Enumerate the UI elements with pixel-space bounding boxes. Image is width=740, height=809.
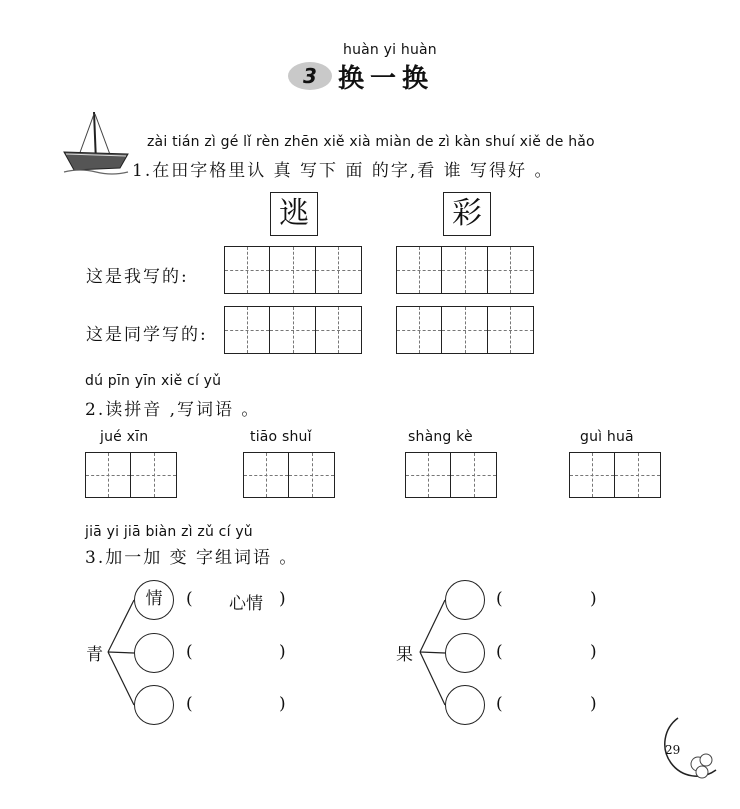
base-char: 青: [86, 645, 105, 665]
sailboat-icon: [60, 110, 132, 180]
answer-circle[interactable]: [134, 685, 174, 725]
page-title: 换一换: [338, 64, 435, 94]
open-paren: (: [186, 694, 193, 714]
q1-instruction: 1.在田字格里认 真 写下 面 的字,看 谁 写得好 。: [132, 161, 554, 181]
base-char: 果: [396, 645, 415, 665]
q3-instruction: 3.加一加 变 字组词语 。: [85, 548, 299, 568]
moon-icon: [648, 712, 728, 788]
q2-instruction: 2.读拼音 ,写词语 。: [85, 400, 261, 420]
sample-char-box: [270, 192, 318, 236]
writing-grid[interactable]: [396, 306, 534, 354]
q2-pinyin: dú pīn yīn xiě cí yǔ: [85, 373, 222, 389]
writing-grid[interactable]: [396, 246, 534, 294]
q1-pinyin: zài tián zì gé lǐ rèn zhēn xiě xià miàn de zì kàn shuí xiě de hǎo: [147, 134, 595, 150]
open-paren: (: [496, 589, 503, 609]
word-pinyin: jué xīn: [100, 429, 149, 445]
open-paren: (: [496, 642, 503, 662]
close-paren: ): [590, 589, 597, 609]
word-pinyin: guì huā: [580, 429, 634, 445]
answer-circle[interactable]: [445, 685, 485, 725]
writing-grid[interactable]: [224, 306, 362, 354]
answer-circle[interactable]: [134, 633, 174, 673]
page-number: 29: [665, 743, 681, 757]
answer-circle[interactable]: [445, 633, 485, 673]
sample-char-box: [443, 192, 491, 236]
word-grid[interactable]: [405, 452, 497, 498]
lesson-number-badge: 3: [288, 62, 332, 90]
writing-grid[interactable]: [224, 246, 362, 294]
sample-char: 逃: [279, 196, 309, 231]
close-paren: ): [279, 694, 286, 714]
sample-char: 彩: [452, 196, 482, 231]
open-paren: (: [496, 694, 503, 714]
word-grid[interactable]: [85, 452, 177, 498]
word-pinyin: tiāo shuǐ: [250, 429, 312, 445]
word-grid[interactable]: [243, 452, 335, 498]
answer-word[interactable]: 心情: [229, 594, 263, 614]
q3-pinyin: jiā yi jiā biàn zì zǔ cí yǔ: [85, 524, 253, 540]
close-paren: ): [279, 589, 286, 609]
open-paren: (: [186, 642, 193, 662]
close-paren: ): [279, 642, 286, 662]
open-paren: (: [186, 589, 193, 609]
close-paren: ): [590, 694, 597, 714]
row-label-classmate: 这是同学写的:: [86, 325, 208, 345]
title-pinyin: huàn yi huàn: [343, 42, 437, 58]
close-paren: ): [590, 642, 597, 662]
word-grid[interactable]: [569, 452, 661, 498]
answer-circle[interactable]: 情: [134, 580, 174, 620]
row-label-mine: 这是我写的:: [86, 267, 189, 287]
answer-circle[interactable]: [445, 580, 485, 620]
word-pinyin: shàng kè: [408, 429, 473, 445]
